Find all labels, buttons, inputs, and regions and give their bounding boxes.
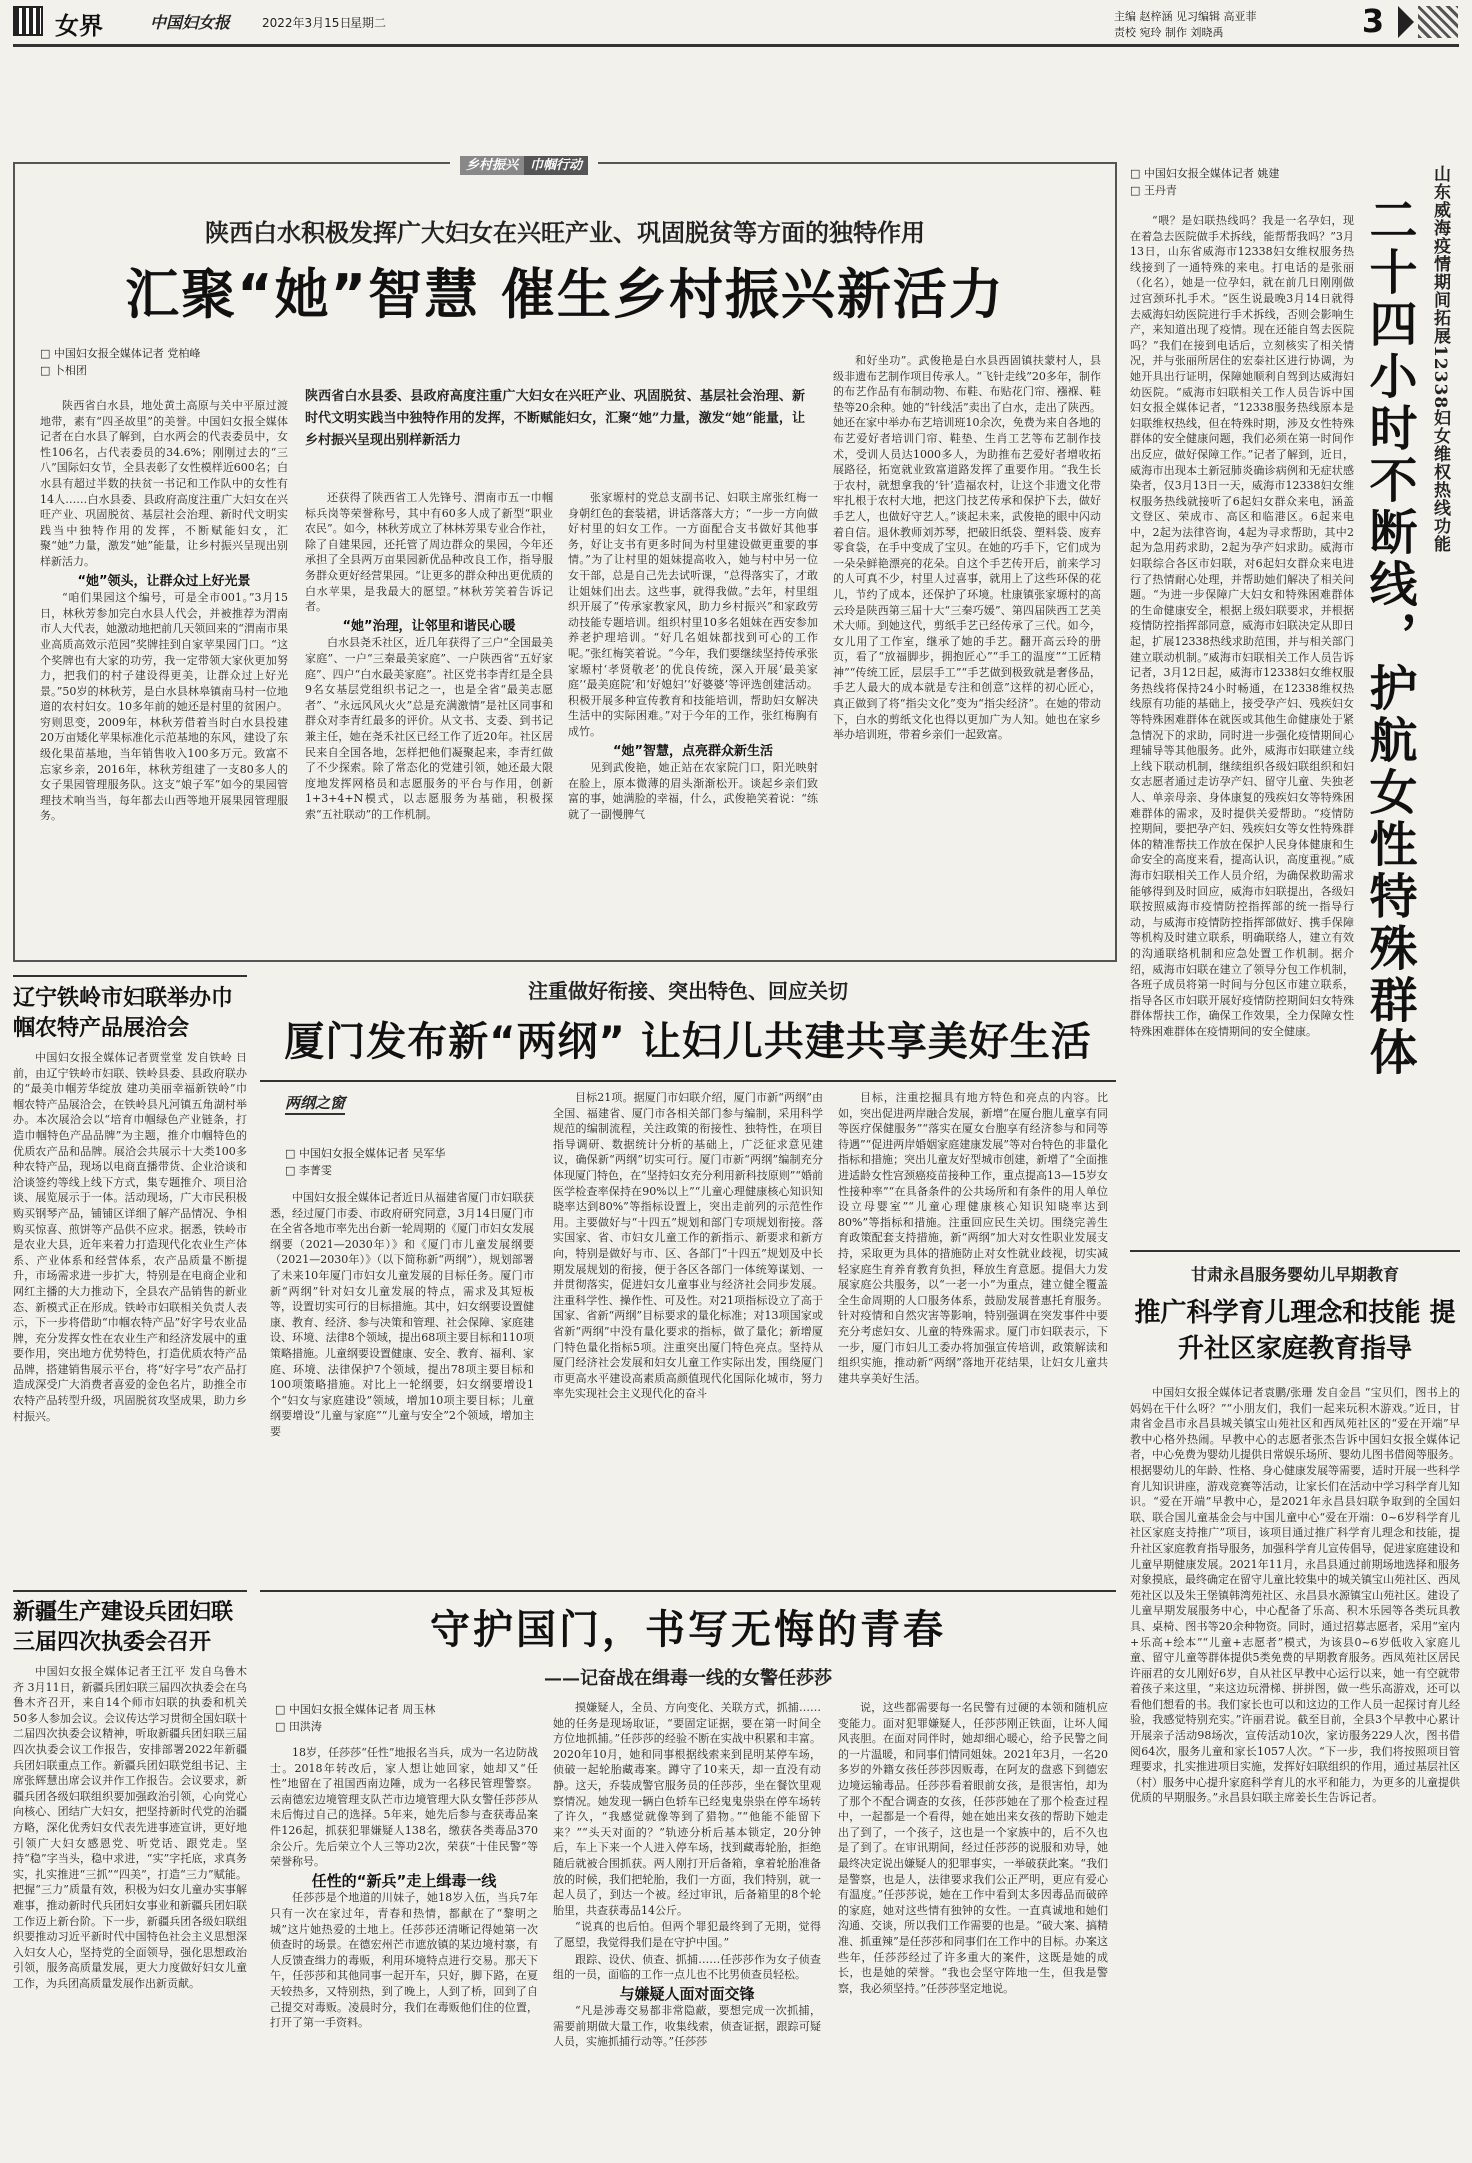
xiamen-col-1-text: 中国妇女报全媒体记者近日从福建省厦门市妇联获悉，经过厦门市委、市政府研究同意，3月14日厦门市在全省各地市率先出台新一轮周期的《厦门市妇女发展纲要（2021—2030年）》和《厦门市儿童发展纲要（2021—2030年）》（以下简称新“两纲”），规划部署了未来10年厦门市妇女儿童发展的目标任务。厦门市新“两纲”针对妇女儿童发展的特点，需求及其短板等，设置切实可行的目标措施。其中，妇女纲要设置健康、教育、经济、参与决策和管理、社会保障、家庭建设、环境、法律8个领域，提出68项主要目标和110项策略措施。儿童纲要设置健康、安全、教育、福利、家庭、环境、法律保护7个领域，提出78项主要目标和100项策略措施。对比上一轮纲要，妇女纲要增设1个“妇女与家庭建设”领域，增加10项主要目标；儿童纲要增设“儿童与家庭”“儿童与安全”2个领域，增加主要 (270, 1191, 534, 1438)
xiamen-col-2-text: 目标21项。据厦门市妇联介绍，厦门市新“两纲”由全国、福建省、厦门市各相关部门参与编制，采用科学规范的编制流程，关注政策的衔接性、独特性，在项目指导调研、数据统计分析的基础上，广泛征求意见建议，确保新“两纲”切实可行。厦门市新“两纲”编制充分体现厦门特色，在“坚持妇女充分利用新科技原则”“婚前医学检查率保持在90%以上”“儿童心理健康核心知识知晓率达到80%”等指标设置上，突出走前列的示范性作用。主要做好与“十四五”规划和部门专项规划衔接。落实国家、省、市妇女儿童工作的新指示、新要求和新方向，特别是做好与市、区、各部门“十四五”规划及中长期发展规划的衔接，便于各区各部门一体统筹谋划、一并贯彻落实，促进妇女儿童事业与经济社会同步发展。注重科学性、操作性、可及性。对21项指标设立了高于国家、省新“两纲”目标要求的量化标准；对13项国家或省新“两纲”中没有量化要求的指标，做了量化；新增厦门特色量化指标5项。注重突出厦门特色亮点。坚持从厦门经济社会发展和妇女儿童工作实际出发，围绕厦门市更高水平建设高素质高颜值现代化国际化城市，努力率先实现社会主义现代化的奋斗 (553, 1091, 823, 1401)
side-col-text: “喂？是妇联热线吗？我是一名孕妇，现在着急去医院做手术拆线，能帮帮我吗？”3月13日，山东省威海市12338妇女维权服务热线接到了一通特殊的来电。打电话的是张丽（化名），她是一位孕妇，就在前几日刚刚做过宫颈环扎手术。“医生说最晚3月14日就得去威海妇幼医院进行手术拆线，否则会影响生产，来知道出现了疫情。现在还能自驾去医院吗？”我们在接到电话后，立刻核实了相关情况，并与张丽所居住的宏泰社区进行协调，为她开具出行证明，保障她顺利自驾到达威海妇幼医院。“威海市妇联相关工作人员告诉中国妇女报全媒体记者，“12338服务热线原本是妇联维权热线，但在特殊时期，涉及女性特殊群体的安全健康问题，我们必须在第一时间作出反应，做好保障工作。”记者了解到，近日，威海市出现本土新冠肺炎确诊病例和无症状感染者，仅3月13日一天，威海市12338妇女维权服务热线就接听了6起妇女群众来电，涵盖文登区、荣成市、高区和临港区。6起来电中，2起为法律咨询，4起为寻求帮助，其中2起为急用药求助，2起为孕产妇求助。威海市妇联综合各区市妇联，对6起妇女群众来电进行了热情耐心处理，并帮助她们解决了相关问题。“为进一步保障广大妇女和特殊困难群体的生命健康安全，根据上级妇联要求，并根据疫情防控指挥部同意，威海市妇联决定从即日起，扩展12338热线求助范围，并与相关部门建立联动机制。”威海市妇联相关工作人员告诉记者，3月12日起，威海市12338妇女维权服务热线将保持24小时畅通，在12338维权热线原有功能的基础上，接受孕产妇、残疾妇女等特殊困难群体在就医或其他生命健康处于紧急情况下的求助，同时进一步强化疫情期间心理辅导等其他服务。此外，威海市妇联建立线上线下联动机制，继续组织各级妇联组织和妇女志愿者通过走访孕产妇、留守儿童、失独老人、单亲母亲、身体康复的残疾妇女等特殊困难群体的需求，及时提供关爱帮助。“疫情防控期间，要把孕产妇、残疾妇女等女性特殊群体的精准帮扶工作放在保护人民身体健康和生命安全的高度来看，提高认识，高度重视。”威海市妇联相关工作人员介绍，为确保救助需求能够得到及时回应，威海市妇联提出，各级妇联按照威海市疫情防控指挥部的统一指导行动，与威海市疫情防控指挥部做好、携手保障等机构及时建立联系，明确联络人，建立有效的沟通联络机制和应急处置工作机制。据介绍，威海市妇联在建立了领导分包工作机制，各班子成员将第一时间与分包区市建立联系，指导各区市妇联开展好疫情防控期间妇女特殊群体帮扶工作，确保工作效果，全力保障女性特殊困难群体在疫情期间的安全健康。 (1130, 214, 1354, 1038)
side-divider (1130, 1250, 1460, 1252)
lead-col-4-text: 和好坐功”。武俊艳是白水县西固镇扶蒙村人，县级非遗布艺制作项目传承人。“飞针走线”20多年，制作的布艺作品有布制动物、布鞋、布贴花门帘、襁褓、鞋垫等20余种。她的“针线活”卖出了白水，走出了陕西。她还在家中举办布艺培训班10余次，免费为来自各地的布艺爱好者培训门帘、鞋垫、生肖工艺等布艺制作技术，受训人员达1000多人，为助推布艺爱好者增收拓展路径，拓宽就业致富道路发挥了重要作用。“我生长于农村，就想拿我的‘针’造福农村，让这个非遗文化带牢扎根于农村大地，把这门技艺传承和保护下去，做好手艺人，也做好守艺人。”谈起未来，武俊艳的眼中闪动着自信。退休教师刘苏琴，把破旧纸袋、塑料袋、废弃零食袋，在手中变成了宝贝。在她的巧手下，它们成为一朵朵鲜艳漂亮的花朵。自这个手艺传开后，前来学习的人可真不少，村里人过喜事，就用上了这些环保的花儿，节约了成本，还保护了环境。杜康镇张家塬村的高云玲是陕西第三届十大“三秦巧媛”、第四届陕西工艺美术大师。到她这代，剪纸手艺已经传承了三代。如今，女儿用了工作室，继承了她的手艺。翻开高云玲的册页，看了“放福脚步，拥抱匠心”“手工的温度”“工匠精神”“传统工匠，层层手工”“手艺做到极致就是奢侈品，手艺人最大的成本就是专注和创意”这样的初心匠心，真正做到了将“指尖文化”变为“指尖经济”。在她的带动下，白水的剪纸文化也得以更加广为人知。她也在家乡举办培训班，带着乡亲们一起致富。 (833, 354, 1101, 742)
side-byline-2: □ 王丹青 (1130, 184, 1177, 197)
lead-col-4 (833, 353, 1101, 953)
lead-byline-2: □ 卜相团 (40, 364, 87, 377)
column-tag (450, 152, 598, 175)
guard-subhead: ——记奋战在缉毒一线的女警任莎莎 (544, 1668, 832, 1689)
lead-col-2 (305, 490, 553, 953)
xiamen-tag: 两纲之窗 (285, 1092, 345, 1115)
xiamen-kicker: 注重做好衔接、突出特色、回应关切 (528, 979, 848, 1003)
xinjiang-col-text: 中国妇女报全媒体记者王江平 发自乌鲁木齐 3月11日，新疆兵团妇联三届四次执委会在乌鲁木齐召开，来自14个师市妇联的执委和机关50多人参加会议。会议传达学习贯彻全国妇联十二届四次执委会议精神，听取新疆兵团妇联三届四次执委会议工作报告，安排部署2022年新疆兵团妇联重点工作。新疆兵团妇联党组书记、主席张辉慧出席会议并作工作报告。会议要求，新疆兵团各级妇联组织要加强政治引领，心向党心向核心、团结广大妇女，把坚持新时代党的治疆方略，深化优秀妇女代表先进事迹宣讲，更好地引领广大妇女感恩党、听党话、跟党走。坚持“稳”字当头，稳中求进，“实”字托底，求真务实，扎实推进“三抓”“四美”，打造“三力”赋能。把握“三力”质量有效，积极为妇女儿童办实事解难事，推动新时代兵团妇女事业和新疆兵团妇联工作迈上新台阶。下一步，新疆兵团各级妇联组织要推动习近平新时代中国特色社会主义思想深入妇女人心，坚持党的全面领导，强化思想政治引领，服务高质量发展，更大力度做好妇女儿童工作，为兵团高质量发展作出新贡献。 (13, 1665, 247, 1990)
lead-col-2-text: 还获得了陕西省工人先锋号、渭南市五一巾帼标兵岗等荣誉称号，其中有60多人成了新型“职业农民”。如今，林秋芳成立了林林芳果专业合作社，除了自建果园，还托管了周边群众的果园，今年还承担了全县两万亩果园新优品种改良工作，指导服务群众更好经营果园。“让更多的群众种出更优质的白水苹果，是我最大的愿望。”林秋芳笑着告诉记者。 (305, 491, 553, 614)
guard-col-2b-text: “说真的也后怕。但两个罪犯最终到了无期，觉得了愿望，我觉得我们是在守护中国。” (553, 1920, 821, 1949)
page-corner-stripes (1418, 6, 1458, 38)
lead-col-2b-text: 白水县尧禾社区，近几年获得了三户“全国最美家庭”、一户“三秦最美家庭”、一户陕西省“五好家庭”、四户“白水最美家庭”。社区党书李青红是全县9名女基层党组织书记之一，也是全省“最美志愿者”、“永远风风火火”总是充满激情”是社区同事和群众对李青红最多的评价。从文书、支委、到书记兼主任，她在尧禾社区已经工作了近20年。社区居民来自全国各地，怎样把他们凝聚起来，李青红做了不少探索。除了常态化的党建引领，她还最大限度地发挥网格员和志愿服务的平台与作用，创新1+3+4+N模式，以志愿服务为基础，积极探索“五社联动”的工作机制。 (305, 636, 553, 821)
guard-subhead-1: 任性的“新兵”走上缉毒一线 (311, 1871, 497, 1890)
xiamen-byline-2: □ 李菁雯 (285, 1164, 332, 1177)
page-arrow-icon (1398, 6, 1414, 38)
guard-top-rule (260, 1590, 1116, 1592)
side-col (1130, 213, 1354, 1243)
section-name: 女界 (55, 12, 103, 40)
lead-headline: 汇聚“她”智慧 催生乡村振兴新活力 (125, 263, 1005, 326)
masthead (0, 0, 1472, 44)
guard-byline-2: □ 田洪涛 (275, 1720, 322, 1733)
xinjiang-top-rule (13, 1590, 247, 1592)
liaoning-headline: 辽宁铁岭市妇联举办巾帼农特产品展洽会 (13, 986, 234, 1041)
xiamen-rule (260, 1080, 1116, 1082)
lead-col-3-text: 张家塬村的党总支副书记、妇联主席张红梅一身朝红色的套装裙，讲话落落大方；“一步一方向做好村里的妇女工作。一方面配合支书做好其他事务，好让支书有更多时间为村里建设做更重要的事情。”为了让村里的姐妹提高收入，她与村中另一位女干部，总是自己先去试听课，“总得落实了，才敢让姐妹们出去。这些事，就得我做。”去年，村里组织开展了“传承家教家风，助力乡村振兴”和家政劳动技能专题培训。组织村里10多名姐妹在西安参加养老护理培训。“好几名姐妹都找到可心的工作呢。”张红梅笑着说。“今年，我们要继续坚持传承张家塬村‘孝贤敬老’的优良传统，深入开展‘最美家庭’‘最美庭院’和‘好媳妇’‘好婆婆’等评选创建活动。积极开展多种宣传教育和技能培训，帮助妇女解决生活中的实际困难。”对于今年的工作，张红梅胸有成竹。 (568, 491, 818, 738)
gansu-col-text: 中国妇女报全媒体记者袁鹏/张珊 发自金昌 “宝贝们，图书上的妈妈在干什么呀？”“小朋友们，我们一起来玩积木游戏。”近日，甘肃省金昌市永昌县城关镇宝山苑社区和西凤苑社区的“爱在开端”早教中心格外热闹。早教中心的志愿者张杰告诉中国妇女报全媒体记者，中心免费为婴幼儿提供日常娱乐场所、婴幼儿图书借阅等服务。根据婴幼儿的年龄、性格、身心健康发展等需要，适时开展一些科学育儿知识讲座，游戏竞赛等活动，让家长们在活动中学习科学育儿知识。“爱在开端”早教中心，是2021年永昌县妇联争取到的全国妇联、联合国儿童基金会与中国儿童中心“爱在开端：0~6岁科学育儿社区家庭支持推广”项目，该项目通过推广科学育儿理念和技能，提升社区家庭教育指导服务，加强科学育儿宣传倡导，促进家庭建设和儿童早期健康发展。2021年11月，永昌县通过前期场地选择和服务对象摸底，最终确定在留守儿童比较集中的城关镇宝山苑社区、西凤苑社区以及朱王堡镇韩湾苑社区、永昌县水源镇宝山苑社区。建设了儿童早期发展服务中心，中心配备了乐高、积木乐园等各类玩具教具、桌椅、图书等20余种物资。同时，通过招募志愿者，采用“室内+乐高+绘本”“儿童+志愿者”模式，为该县0~6岁低收入家庭儿童、留守儿童等群体提供5类免费的早期教育服务。西凤苑社区居民许丽君的女儿刚好6岁，自从社区早教中心运行以来，她一有空就带着孩子来这里，“来这边玩滑梯、拼拼图，做一些乐高游戏，还可以看他们想看的书。我们家长也可以和这边的工作人员一起探讨育儿经验，我感觉特别充实。”许丽君说。截至目前，全县3个早教中心累计开展亲子活动98场次，宣传活动10次，家访服务229人次，图书借阅64次，服务儿童和家长1057人次。“下一步，我们将按照项目管理要求，扎实推进项目实施，发挥好妇联组织的作用，通过基层社区（村）服务中心提升家庭科学育儿的水平和能力，为更多的儿童提供优质的早期服务。”永昌县妇联主席姜长生告诉记者。 (1130, 1386, 1460, 1805)
lead-subhead-1: “她”领头，让群众过上好光景 (77, 573, 251, 589)
lead-kicker: 陕西白水积极发挥广大妇女在兴旺产业、巩固脱贫等方面的独特作用 (205, 218, 925, 247)
lead-col-3 (568, 490, 818, 953)
qr-code-icon (13, 6, 43, 36)
liaoning-col-text: 中国妇女报全媒体记者贾堂堂 发自铁岭 日前，由辽宁铁岭市妇联、铁岭县委、县政府联办的“最美巾帼芳华绽放 建功美丽幸福新铁岭”巾帼农特产品展洽会，在铁岭县凡河镇五角湖村举办。本次展洽会以“培育巾帼绿色产业链条，打造巾帼特色产品品牌”为主题，推介巾帼特色的优质农产品和品牌。展洽会共展示十大类100多种农特产品，现场以电商直播带货、企业洽谈和洽谈签约等线上线下方式，集专题推介、项目洽谈、展览展示于一体。活动现场，广大市民积极购买钢琴产品，铺铺区详细了解产品情况、争相购买惊喜、煎饼等产品供不应求。据悉，铁岭市是农业大县，近年来着力打造现代化农业生产体系、产业体系和经营体系，农产品质量不断提升，市场需求进一步扩大，特别是在电商企业和网红主播的大力推动下，全县农产品销售的新业态、新模式正在形成。铁岭市妇联相关负责人表示，下一步将借助“巾帼农特产品”好字号农业品牌，充分发挥女性在农业生产和经济发展中的重要作用，突出地方优势特色，打造优质农特产品品牌，搭建销售展示平台，将“好字号”农产品打造成深受广大消费者喜爱的金色名片，助推全市农特产品转型升级，巩固脱贫攻坚成果，助力乡村振兴。 (13, 1051, 247, 1423)
xiamen-byline-1: □ 中国妇女报全媒体记者 吴军华 (285, 1147, 446, 1160)
masthead-rule (13, 44, 1459, 47)
xinjiang-col (13, 1664, 247, 2154)
xiamen-col-2 (553, 1090, 823, 1580)
xiamen-headline: 厦门发布新“两纲” 让妇儿共建共享美好生活 (284, 1019, 1092, 1065)
issue-date: 2022年3月15日 (262, 16, 352, 30)
editor-line-2: 责校 宛玲 制作 刘晓禹 (1114, 26, 1224, 39)
gansu-col (1130, 1385, 1460, 2155)
liaoning-col (13, 1050, 247, 1585)
guard-col-1b-text: 任莎莎是个地道的川妹子，她18岁入伍，当兵7年只有一次在家过年，青春和热情，都献在了“黎明之城”这片她热爱的土地上。任莎莎还清晰记得她第一次侦查时的场景。在德宏州芒市遮放镇的某边境村寨，有人反馈查缉力的毒贩，利用环境特点进行交易。那天下午，任莎莎和其他同事一起开车，只好，脚下路，在夏天较热多，又特别热，到了晚上，人到了桥，回到了自己提交对毒贩。凌晨时分，我们在毒贩他们住的位置，打开了第一手资料。 (270, 1891, 538, 2030)
guard-col-2c-text: 跟踪、设伏、侦查、抓捕……任莎莎作为女子侦查组的一员，面临的工作一点儿也不比男侦查员轻松。 (553, 1952, 821, 1982)
liaoning-top-rule (13, 975, 247, 977)
paper-logo: 中国妇女报 (150, 13, 231, 32)
column-tag-left: 乡村振兴 (460, 156, 524, 175)
side-kicker: 山东威海疫情期间拓展12338妇女维权热线功能 (1430, 165, 1450, 554)
xiamen-col-3-text: 目标，注重挖掘具有地方特色和亮点的内容。比如，突出促进两岸融合发展，新增“在厦台胞儿童享有同等医疗保健服务”“落实在厦女台胞享有经济参与和同等待遇”“促进两岸婚姻家庭建康发展”等对台特色的非量化指标和措施；突出儿童友好型城市创建，新增了“全面推进适龄女性宫颈癌疫苗接种工作，重点提高13—15岁女性接种率”“在具备条件的公共场所和有条件的用人单位设立母婴室”“儿童心理健康核心知识知晓率达到80%”等指标和措施。注重回应民生关切。围绕完善生育政策配套支持措施，新“两纲”加大对女性职业发展支持，采取更为具体的措施防止对女性就业歧视，切实减轻家庭生育养育教育负担，释放生育意愿。提倡大力发展家庭公共服务，以“一老一小”为重点，建立健全覆盖全生命周期的人口服务体系，鼓励发展普惠托育服务。针对疫情和自然灾害等影响，特别强调在突发事件中要充分考虑妇女、儿童的特殊需求。厦门市妇联表示，下一步，厦门市妇儿工委办将加强宣传培训，政策解读和组织实施，推动新“两纲”落地开花结果，让妇女儿童共建共享美好生活。 (838, 1091, 1108, 1385)
lead-col-1 (40, 398, 288, 953)
guard-col-3 (838, 1700, 1108, 2155)
guard-col-1 (270, 1745, 538, 2155)
lead-subhead-2: “她”治理，让邻里和谐民心暖 (342, 618, 516, 634)
guard-col-2 (553, 1700, 821, 2155)
guard-byline-1: □ 中国妇女报全媒体记者 周玉林 (275, 1703, 436, 1716)
column-tag-right: 巾帼行动 (524, 156, 588, 175)
guard-subhead-2: 与嫌疑人面对面交锋 (619, 1984, 755, 2003)
side-byline-1: □ 中国妇女报全媒体记者 姚建 (1130, 167, 1280, 180)
side-headline: 二十四小时不断线，护航女性特殊群体 (1361, 195, 1417, 1079)
xiamen-col-1 (270, 1190, 534, 1580)
lead-abstract: 陕西省白水县委、县政府高度注重广大妇女在兴旺产业、巩固脱贫、基层社会治理、新时代文明实践当中独特作用的发挥，不断赋能妇女，汇聚“她”力量，激发“她”能量，让乡村振兴呈现出别样新活力 (305, 389, 805, 448)
guard-col-2-text: 摸嫌疑人，全员、方向变化、关联方式，抓捕……她的任务是现场取证，“要固定证据，要在第一时间全方位地抓捕。”任莎莎的经验不断在实战中积累和丰富。2020年10月，她和同事根据线索来到昆明某停车场，侦破一起轮胎藏毒案。蹲守了10来天，却一直没有动静。这天，乔装成警官服务员的任莎莎，坐在餐饮里观察情况。她发现一辆白色轿车已经鬼鬼祟祟在停车场转了许久，“我感觉就像等到了猎物。”“他能不能留下来？”“头天对面的？”轨迹分析后基本锁定，20分钟后，车上下来一个人进入停车场，找到藏毒轮胎，拒绝随后就被合围抓获。两人刚打开后备箱，拿着轮胎准备放的时候，我们把轮胎，我们一方面，我们特别，就一起人员了，到达一个被。经过审讯，后备箱里的8个轮胎里，共查获毒品14公斤。 (553, 1701, 821, 1917)
lead-col-1-text: 陕西省白水县，地处黄土高原与关中平原过渡地带，素有“四圣故里”的美誉。中国妇女报全媒体记者在白水县了解到，白水两会的代表委员中，女性106名，占代表委员的34.6%；刚刚过去的“三八”国际妇女节，全县表彰了女性模样近600名；白水县有超过半数的扶贫一书记和工作队中的女性有14人……白水县委、县政府高度注重广大妇女在兴旺产业、巩固脱贫、基层社会治理、新时代文明实践当中独特作用的发挥，不断赋能妇女，汇聚“她”力量，激发“她”能量，让乡村振兴呈现出别样新活力。 (40, 399, 288, 568)
guard-headline: 守护国门，书写无悔的青春 (430, 1607, 946, 1653)
lead-col-1b-text: “咱们果园这个编号，可是全市001。”3月15日，林秋芳参加完白水县人代会，并被推荐为渭南市人大代表，她激动地把前几天领回来的“渭南市果业高质高效示范园”奖牌挂到自家苹果园门口。“这个奖牌也有大家的功劳，我一定带领大家伙更加努力，把我们的村子建设得更美，让群众过上好光景。”50岁的林秋芳，是白水县林皋镇南马村一位地道的农村妇女。10多年前的她还是村里的贫困户。穷则思变，2009年，林秋芳借着当时白水县投建20万亩矮化苹果标准化示范基地的东风，建设了东级化果苗基地，当年销售收入100多万元。致富不忘家乡亲，2016年，林秋芳组建了一支80多人的女子果园管理服务队。这支“娘子军”如今的果园管理技术响当当，每年都去山西等地开展果园管理服务。 (40, 591, 288, 823)
guard-col-3-text: 说，这些都需要每一名民警有过硬的本领和随机应变能力。面对犯罪嫌疑人，任莎莎刚正铁面，让坏人闻风丧胆。在面对同伴时，她却细心暖心，给予民警之间的一片温暖，和同事们情同姐妹。2021年3月，一名20多岁的外籍女孩任莎莎因贩毒，在阿友的盘惑下到德宏边境运输毒品。任莎莎看着眼前女孩，是很害怕，却为了那个不配合调查的女孩，任莎莎她在了那个检查过程中，一起都是一个看得，她在她出来女孩的帮助下她走出了到了，一个孩子，这也是一个家族中的，后不久也是了到了。在审讯期间，经过任莎莎的说服和劝导，她最终决定说出嫌疑人的犯罪事实，一举破获此案。“我们是警察，也是人，法律要求我们公正严明，更应有爱心有温度。”任莎莎说，她在工作中看到太多因毒品而破碎的家庭，她对这些情有独钟的女性。一直真诚地和她们沟通、交谈，所以我们工作需要的也是。“破大案、搞精准、抓重辣”是任莎莎和同事们在工作中的目标。办案这些年，任莎莎经过了许多重大的案件，这既是她的成长，也是她的荣誉。“我也会坚守阵地一生，但我是警察，我必须坚持。”任莎莎坚定地说。 (838, 1701, 1108, 1995)
page-number: 3 (1361, 2, 1385, 40)
editor-line-1: 主编 赵梓涵 见习编辑 高亚菲 (1114, 10, 1257, 23)
lead-col-3b-text: 见到武俊艳，她正站在农家院门口，阳光映射在脸上，原本微薄的眉头渐渐松开。谈起乡亲们致富的事，她满脸的幸福，什么，武俊艳笑着说：“练就了一副慢脾气 (568, 761, 818, 821)
issue-weekday: 星期二 (350, 16, 387, 30)
guard-col-2d-text: “凡是涉毒交易都非常隐蔽，要想完成一次抓捕，需要前期做大量工作，收集线索，侦查证据，跟踪可疑人员，实施抓捕行动等。”任莎莎 (553, 2004, 821, 2049)
guard-col-1-text: 18岁，任莎莎“任性”地报名当兵，成为一名边防战士。2018年转改后，家人想让她回家，她却又“任性”地留在了祖国西南边陲，成为一名移民管理警察。云南德宏边境管理支队芒市边境管理大队女警任莎莎从未后悔过自己的选择。5年来，她先后参与查获毒品案件126起，抓获犯罪嫌疑人138名，缴获各类毒品370余公斤。先后荣立个人三等功2次，荣获“十佳民警”等荣誉称号。 (270, 1746, 538, 1869)
lead-byline-1: □ 中国妇女报全媒体记者 党柏峰 (40, 347, 201, 360)
lead-subhead-3: “她”智慧，点亮群众新生活 (612, 743, 774, 759)
gansu-kicker: 甘肃永昌服务婴幼儿早期教育 (1190, 1265, 1399, 1284)
xiamen-col-3 (838, 1090, 1108, 1580)
gansu-headline: 推广科学育儿理念和技能 提升社区家庭教育指导 (1134, 1298, 1456, 1364)
xinjiang-headline: 新疆生产建设兵团妇联三届四次执委会召开 (13, 1600, 234, 1655)
